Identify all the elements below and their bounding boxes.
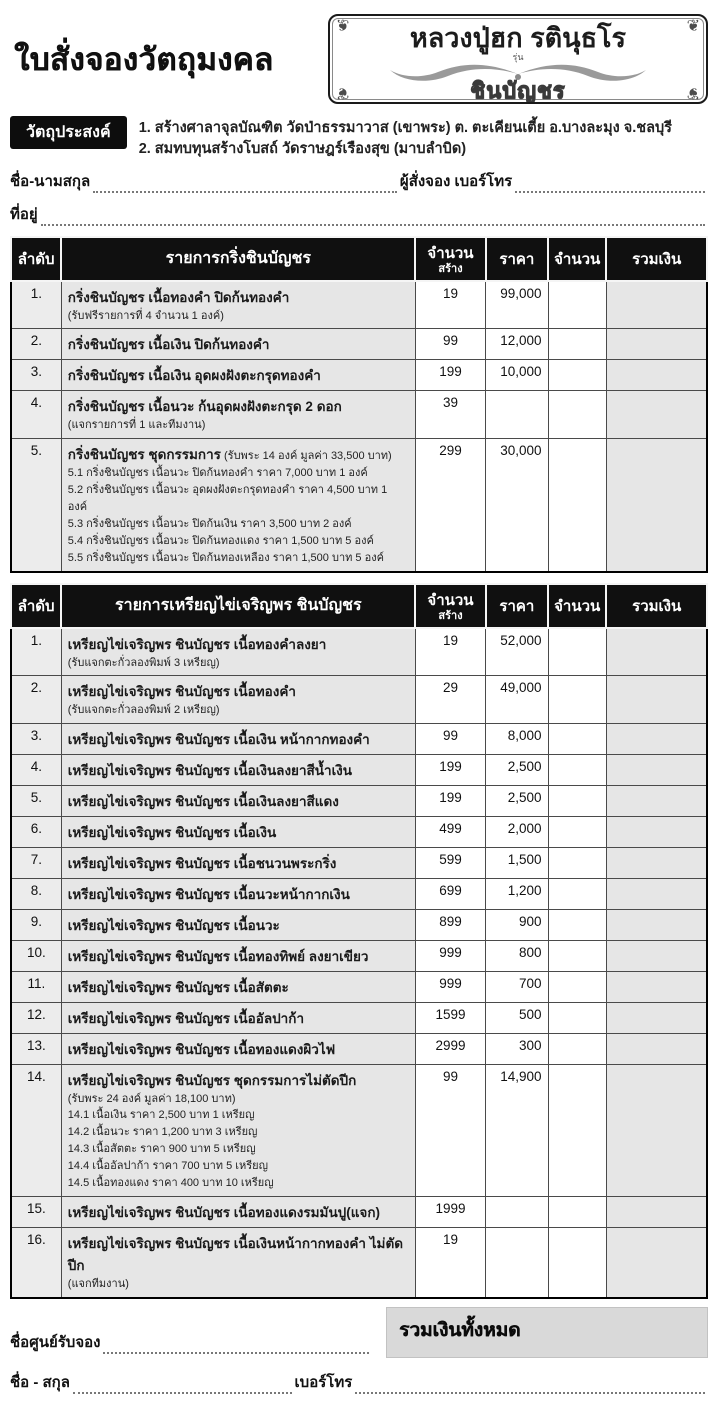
col-header-price: ราคา: [486, 237, 548, 281]
quantity-fill-cell[interactable]: [548, 816, 606, 847]
item-name: เหรียญไข่เจริญพร ชินบัญชร เนื้อนวะ: [67, 917, 280, 933]
grand-total-label: รวมเงินทั้งหมด: [399, 1319, 521, 1341]
address-row: [10, 202, 708, 226]
edition-label: รุ่น: [512, 52, 524, 63]
total-fill-cell[interactable]: [606, 940, 707, 971]
price-value: 700: [486, 971, 548, 1002]
quantity-fill-cell[interactable]: [548, 1197, 606, 1228]
item-cell: [61, 391, 415, 438]
item-cell: [61, 847, 415, 878]
item-name: เหรียญไข่เจริญพร ชินบัญชร เนื้อเงินลงยาสีน้ำเงิน: [67, 762, 353, 778]
total-fill-cell[interactable]: [606, 785, 707, 816]
table-row: [11, 754, 707, 785]
item-line: [68, 728, 409, 750]
item-line: [68, 821, 409, 843]
booking-center-label: ชื่อศูนย์รับจอง: [10, 1333, 101, 1351]
name-label: ชื่อ-นามสกุล: [10, 173, 91, 191]
row-number: 4.: [11, 391, 61, 438]
quantity-fill-cell[interactable]: [548, 281, 606, 329]
quantity-fill-cell[interactable]: [548, 785, 606, 816]
made-count: 19: [415, 628, 485, 676]
row-number: 5.: [11, 785, 61, 816]
row-number: 7.: [11, 847, 61, 878]
corner-flourish-icon: ❦: [686, 84, 700, 101]
col-header-item: รายการกริ่งชินบัญชร: [61, 237, 415, 281]
price-value: 1,200: [486, 878, 548, 909]
table-row: [11, 360, 707, 391]
item-line: [68, 1038, 409, 1060]
item-cell: [61, 1064, 415, 1197]
item-note: (แจกรายการที่ 1 และทีมงาน): [67, 419, 206, 432]
orderer-name-row: [10, 169, 708, 193]
quantity-fill-cell[interactable]: [548, 909, 606, 940]
table-row: [11, 878, 707, 909]
page-title: ใบสั่งจองวัตถุมงคล: [14, 42, 274, 77]
item-line: [68, 443, 409, 465]
total-fill-cell[interactable]: [606, 1033, 707, 1064]
purpose-section: [10, 116, 708, 160]
price-value: [486, 1228, 548, 1298]
made-count: 999: [415, 940, 485, 971]
price-value: 1,500: [486, 847, 548, 878]
table2-header-row: [11, 584, 707, 628]
col-header-no: ลำดับ: [11, 237, 61, 281]
made-count: 39: [415, 391, 485, 438]
total-fill-cell[interactable]: [606, 723, 707, 754]
quantity-fill-cell[interactable]: [548, 329, 606, 360]
item-cell: [61, 940, 415, 971]
table-row: [11, 281, 707, 329]
price-value: 30,000: [486, 438, 548, 572]
table-row: [11, 1197, 707, 1228]
corner-flourish-icon: ❦: [336, 84, 350, 101]
item-line: [68, 914, 409, 936]
total-fill-cell[interactable]: [606, 1002, 707, 1033]
item-line: [68, 333, 409, 355]
quantity-fill-cell[interactable]: [548, 940, 606, 971]
made-count: 99: [415, 723, 485, 754]
header: [10, 14, 708, 104]
item-note: (รับพระ 24 องค์ มูลค่า 18,100 บาท): [67, 1092, 236, 1105]
item-name: เหรียญไข่เจริญพร ชินบัญชร เนื้อเงิน หน้ากากทองคำ: [67, 731, 370, 747]
item-cell: [61, 816, 415, 847]
item-cell: [61, 1002, 415, 1033]
made-count: 499: [415, 816, 485, 847]
table1-header-row: [11, 237, 707, 281]
item-line: [68, 286, 409, 308]
table-row: [11, 847, 707, 878]
quantity-fill-cell[interactable]: [548, 878, 606, 909]
row-number: 13.: [11, 1033, 61, 1064]
item-subitem: 14.1 เนื้อเงิน ราคา 2,500 บาท 1 เหรียญ: [67, 1109, 255, 1122]
col-header-qty: จำนวน: [548, 584, 606, 628]
total-fill-cell[interactable]: [606, 676, 707, 723]
item-line: [68, 364, 409, 386]
price-value: 800: [486, 940, 548, 971]
item-cell: [61, 1197, 415, 1228]
item-name: เหรียญไข่เจริญพร ชินบัญชร ชุดกรรมการไม่ตัดปีก: [67, 1072, 357, 1088]
item-name: เหรียญไข่เจริญพร ชินบัญชร เนื้ออัลปาก้า: [67, 1010, 305, 1026]
item-note: (รับฟรีรายการที่ 4 จำนวน 1 องค์): [67, 309, 224, 322]
row-number: 2.: [11, 329, 61, 360]
table-row: [11, 1033, 707, 1064]
item-name: เหรียญไข่เจริญพร ชินบัญชร เนื้อทองคำลงยา: [67, 636, 327, 652]
corner-flourish-icon: ❦: [336, 18, 350, 35]
footer-phone-label: เบอร์โทร: [294, 1373, 353, 1391]
item-subitem: 5.5 กริ่งชินบัญชร เนื้อนวะ ปิดก้นทองเหลือง ราคา 1,500 บาท 5 องค์: [67, 551, 384, 564]
item-note: (แจกทีมงาน): [67, 1278, 129, 1291]
item-cell: [61, 785, 415, 816]
made-count: 599: [415, 847, 485, 878]
item-line: [68, 1232, 409, 1276]
table-row: [11, 628, 707, 676]
item-cell: [61, 1228, 415, 1298]
col-header-made: จำนวน สร้าง: [415, 584, 485, 628]
table-row: [11, 909, 707, 940]
made-count: 19: [415, 1228, 485, 1298]
quantity-fill-cell[interactable]: [548, 391, 606, 438]
price-value: [486, 1197, 548, 1228]
item-line: [68, 680, 409, 702]
item-line: [68, 633, 409, 655]
col-header-total: รวมเงิน: [606, 237, 707, 281]
col-header-qty: จำนวน: [548, 237, 606, 281]
item-cell: [61, 360, 415, 391]
table-row: [11, 391, 707, 438]
price-value: 300: [486, 1033, 548, 1064]
item-name: เหรียญไข่เจริญพร ชินบัญชร เนื้อทองคำ: [67, 684, 296, 700]
quantity-fill-cell[interactable]: [548, 971, 606, 1002]
table-row: [11, 329, 707, 360]
item-line: [68, 1069, 409, 1091]
footer-row-center: [10, 1307, 708, 1358]
row-number: 8.: [11, 878, 61, 909]
item-cell: [61, 628, 415, 676]
item-note: (รับแจกตะกั่วลองพิมพ์ 3 เหรียญ): [67, 656, 220, 669]
item-cell: [61, 438, 415, 572]
made-count: 899: [415, 909, 485, 940]
item-subitem: 14.3 เนื้อสัตตะ ราคา 900 บาท 5 เหรียญ: [67, 1143, 256, 1156]
total-fill-cell[interactable]: [606, 816, 707, 847]
price-value: 2,500: [486, 785, 548, 816]
table2: [10, 583, 708, 1299]
row-number: 4.: [11, 754, 61, 785]
footer-row-name: [10, 1370, 708, 1394]
temple-logo-box: [328, 14, 708, 104]
price-value: 10,000: [486, 360, 548, 391]
quantity-fill-cell[interactable]: [548, 1228, 606, 1298]
col-header-item: รายการเหรียญไข่เจริญพร ชินบัญชร: [61, 584, 415, 628]
monk-name: หลวงปู่ฮก รตินุธโร: [409, 23, 627, 53]
price-value: 500: [486, 1002, 548, 1033]
footer-phone-fill-line[interactable]: [355, 1378, 705, 1394]
corner-flourish-icon: ❦: [686, 18, 700, 35]
footer-name-fill-line[interactable]: [73, 1378, 292, 1394]
address-label: ที่อยู่: [10, 206, 38, 224]
table-row: [11, 723, 707, 754]
item-note: (รับแจกตะกั่วลองพิมพ์ 2 เหรียญ): [67, 704, 220, 717]
quantity-fill-cell[interactable]: [548, 438, 606, 572]
price-value: [486, 391, 548, 438]
row-number: 2.: [11, 676, 61, 723]
item-subitem: 14.4 เนื้ออัลปาก้า ราคา 700 บาท 5 เหรียญ: [67, 1160, 268, 1173]
item-line: [68, 759, 409, 781]
row-number: 16.: [11, 1228, 61, 1298]
price-value: 14,900: [486, 1064, 548, 1197]
total-fill-cell[interactable]: [606, 878, 707, 909]
row-number: 6.: [11, 816, 61, 847]
made-count: 1999: [415, 1197, 485, 1228]
item-name: เหรียญไข่เจริญพร ชินบัญชร เนื้อทองแดงรมมันปู(แจก): [67, 1205, 381, 1221]
address-fill-line[interactable]: [41, 210, 705, 226]
item-name: เหรียญไข่เจริญพร ชินบัญชร เนื้อทองแดงผิวไฟ: [67, 1041, 336, 1057]
total-fill-cell[interactable]: [606, 628, 707, 676]
footer-name-label: ชื่อ - สกุล: [10, 1373, 70, 1391]
col-header-price: ราคา: [486, 584, 548, 628]
item-name: เหรียญไข่เจริญพร ชินบัญชร เนื้อนวะหน้ากากเงิน: [67, 886, 350, 902]
row-number: 3.: [11, 360, 61, 391]
total-fill-cell[interactable]: [606, 754, 707, 785]
table-row: [11, 940, 707, 971]
item-name: กริ่งชินบัญชร ชุดกรรมการ: [67, 446, 221, 462]
item-cell: [61, 676, 415, 723]
item-subitem: 5.2 กริ่งชินบัญชร เนื้อนวะ อุดผงฝังตะกรุดทองคำ ราคา 4,500 บาท 1 องค์: [67, 483, 388, 513]
table-row: [11, 1228, 707, 1298]
row-number: 11.: [11, 971, 61, 1002]
item-subitem: 14.5 เนื้อทองแดง ราคา 400 บาท 10 เหรียญ: [67, 1177, 274, 1190]
made-count: 19: [415, 281, 485, 329]
price-value: 99,000: [486, 281, 548, 329]
quantity-fill-cell[interactable]: [548, 628, 606, 676]
total-fill-cell[interactable]: [606, 1197, 707, 1228]
table-row: [11, 971, 707, 1002]
price-value: 2,000: [486, 816, 548, 847]
row-number: 15.: [11, 1197, 61, 1228]
item-cell: [61, 878, 415, 909]
col-header-made: จำนวน สร้าง: [415, 237, 485, 281]
item-line: [68, 395, 409, 417]
table-row: [11, 816, 707, 847]
price-value: 49,000: [486, 676, 548, 723]
row-number: 12.: [11, 1002, 61, 1033]
quantity-fill-cell[interactable]: [548, 1064, 606, 1197]
quantity-fill-cell[interactable]: [548, 1033, 606, 1064]
row-number: 10.: [11, 940, 61, 971]
item-line: [68, 790, 409, 812]
item-subitem: 5.4 กริ่งชินบัญชร เนื้อนวะ ปิดก้นทองแดง ราคา 1,500 บาท 5 องค์: [67, 534, 374, 547]
quantity-fill-cell[interactable]: [548, 723, 606, 754]
made-count: 199: [415, 360, 485, 391]
row-number: 5.: [11, 438, 61, 572]
made-count: 699: [415, 878, 485, 909]
booking-center-fill-line[interactable]: [103, 1338, 369, 1354]
table-row: [11, 1002, 707, 1033]
price-value: 8,000: [486, 723, 548, 754]
item-line: [68, 852, 409, 874]
purpose-lines: [139, 116, 672, 160]
item-cell: [61, 1033, 415, 1064]
row-number: 1.: [11, 628, 61, 676]
series-name: ชินบัญชร: [470, 78, 566, 103]
price-value: 52,000: [486, 628, 548, 676]
row-number: 1.: [11, 281, 61, 329]
item-subitem: 5.1 กริ่งชินบัญชร เนื้อนวะ ปิดก้นทองคำ ราคา 7,000 บาท 1 องค์: [67, 466, 368, 479]
total-fill-cell[interactable]: [606, 847, 707, 878]
item-line: [68, 1007, 409, 1029]
made-count: 29: [415, 676, 485, 723]
item-name: กริ่งชินบัญชร เนื้อทองคำ ปิดก้นทองคำ: [67, 289, 290, 305]
table-row: [11, 676, 707, 723]
item-cell: [61, 281, 415, 329]
price-value: 12,000: [486, 329, 548, 360]
item-cell: [61, 329, 415, 360]
made-count: 1599: [415, 1002, 485, 1033]
item-line: [68, 976, 409, 998]
item-name: เหรียญไข่เจริญพร ชินบัญชร เนื้อเงินลงยาสีแดง: [67, 793, 339, 809]
item-name: เหรียญไข่เจริญพร ชินบัญชร เนื้อเงินหน้ากากทองคำ ไม่ตัดปีก: [67, 1236, 403, 1274]
col-header-total: รวมเงิน: [606, 584, 707, 628]
item-cell: [61, 723, 415, 754]
table-row: [11, 438, 707, 572]
quantity-fill-cell[interactable]: [548, 754, 606, 785]
made-count: 299: [415, 438, 485, 572]
price-value: 2,500: [486, 754, 548, 785]
made-count: 99: [415, 1064, 485, 1197]
item-cell: [61, 754, 415, 785]
item-subitem: 14.2 เนื้อนวะ ราคา 1,200 บาท 3 เหรียญ: [67, 1126, 258, 1139]
item-cell: [61, 909, 415, 940]
table1: [10, 236, 708, 573]
price-value: 900: [486, 909, 548, 940]
made-count: 199: [415, 785, 485, 816]
item-name: กริ่งชินบัญชร เนื้อเงิน ปิดก้นทองคำ: [67, 337, 270, 353]
quantity-fill-cell[interactable]: [548, 1002, 606, 1033]
row-number: 9.: [11, 909, 61, 940]
quantity-fill-cell[interactable]: [548, 360, 606, 391]
table-row: [11, 1064, 707, 1197]
total-fill-cell[interactable]: [606, 360, 707, 391]
phone-fill-line[interactable]: [515, 177, 705, 193]
purpose-label: วัตถุประสงค์: [10, 116, 127, 149]
item-name: กริ่งชินบัญชร เนื้อนวะ ก้นอุดผงฝังตะกรุด 2 ดอก: [67, 399, 342, 415]
item-line: [68, 883, 409, 905]
item-name: เหรียญไข่เจริญพร ชินบัญชร เนื้อเงิน: [67, 824, 277, 840]
made-count: 2999: [415, 1033, 485, 1064]
purpose-item: 1. สร้างศาลาจุลบัณฑิต วัดป่าธรรมาวาส (เขาพระ) ต. ตะเคียนเตี้ย อ.บางละมุง จ.ชลบุรี: [138, 120, 672, 136]
made-count: 99: [415, 329, 485, 360]
row-number: 3.: [11, 723, 61, 754]
total-fill-cell[interactable]: [606, 909, 707, 940]
item-subitem: 5.3 กริ่งชินบัญชร เนื้อนวะ ปิดก้นเงิน ราคา 3,500 บาท 2 องค์: [67, 517, 352, 530]
item-note: (รับพระ 14 องค์ มูลค่า 33,500 บาท): [220, 449, 392, 462]
item-name: กริ่งชินบัญชร เนื้อเงิน อุดผงฝังตะกรุดทองคำ: [67, 368, 321, 384]
item-line: [68, 945, 409, 967]
total-fill-cell[interactable]: [606, 438, 707, 572]
item-cell: [61, 971, 415, 1002]
item-name: เหรียญไข่เจริญพร ชินบัญชร เนื้อทองทิพย์ ลงยาเขียว: [67, 948, 369, 964]
item-name: เหรียญไข่เจริญพร ชินบัญชร เนื้อชนวนพระกริ่ง: [67, 855, 337, 871]
name-fill-line[interactable]: [93, 177, 397, 193]
total-fill-cell[interactable]: [606, 1064, 707, 1197]
made-count: 999: [415, 971, 485, 1002]
table-row: [11, 785, 707, 816]
quantity-fill-cell[interactable]: [548, 676, 606, 723]
total-fill-cell[interactable]: [606, 971, 707, 1002]
row-number: 14.: [11, 1064, 61, 1197]
purpose-item: 2. สมทบทุนสร้างโบสถ์ วัดราษฎร์เรืองสุข (มาบลำบิด): [138, 141, 467, 158]
total-fill-cell[interactable]: [606, 329, 707, 360]
total-fill-cell[interactable]: [606, 391, 707, 438]
item-line: [68, 1201, 409, 1223]
item-name: เหรียญไข่เจริญพร ชินบัญชร เนื้อสัตตะ: [67, 979, 289, 995]
grand-total-box[interactable]: [386, 1307, 708, 1358]
total-fill-cell[interactable]: [606, 281, 707, 329]
quantity-fill-cell[interactable]: [548, 847, 606, 878]
made-count: 199: [415, 754, 485, 785]
orderer-phone-label: ผู้สั่งจอง เบอร์โทร: [399, 173, 513, 191]
total-fill-cell[interactable]: [606, 1228, 707, 1298]
col-header-no: ลำดับ: [11, 584, 61, 628]
